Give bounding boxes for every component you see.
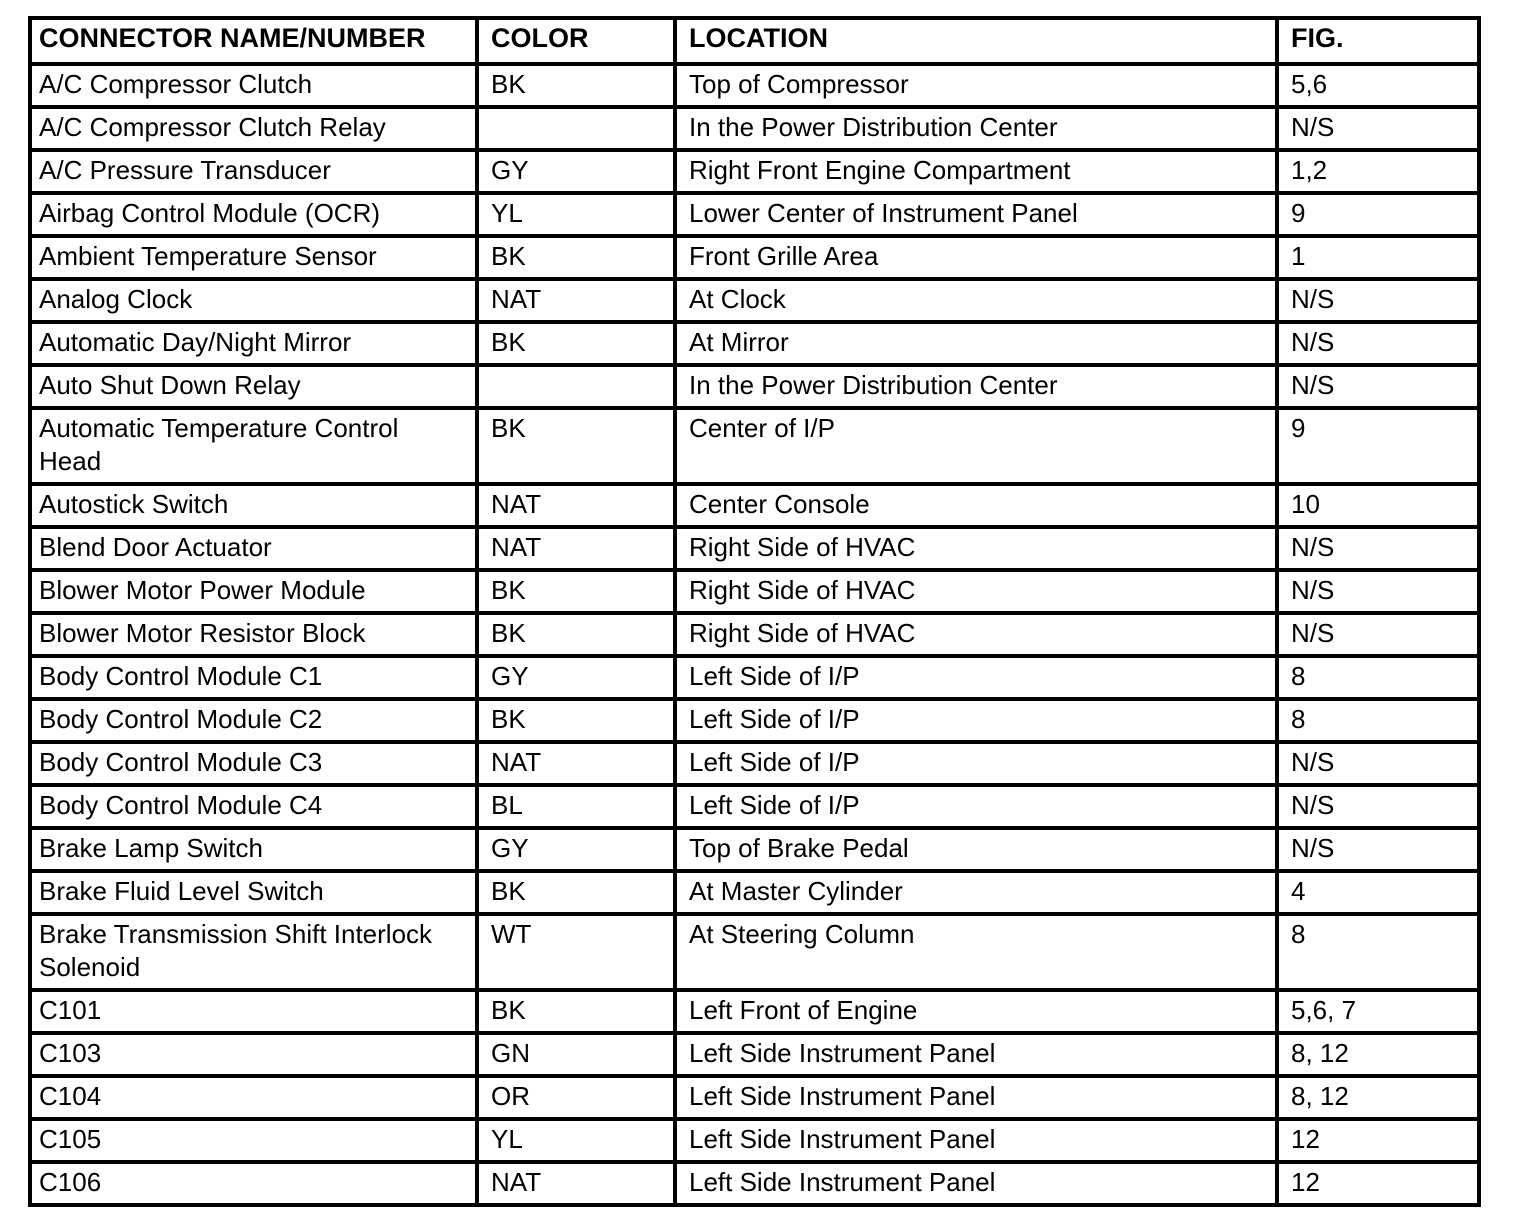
header-row [30, 18, 1479, 64]
table-row [30, 64, 1479, 107]
table-row [30, 279, 1479, 322]
table-row [30, 990, 1479, 1033]
cell-location: Left Front of Engine [675, 990, 1277, 1033]
cell-color: BK [477, 871, 675, 914]
cell-color: YL [477, 193, 675, 236]
cell-fig: N/S [1277, 828, 1479, 871]
cell-fig: N/S [1277, 322, 1479, 365]
table-row [30, 408, 1479, 484]
cell-name: Airbag Control Module (OCR) [30, 193, 477, 236]
table-row [30, 1033, 1479, 1076]
table-row [30, 785, 1479, 828]
cell-location: Left Side of I/P [675, 699, 1277, 742]
cell-color: BK [477, 613, 675, 656]
cell-color: GY [477, 150, 675, 193]
cell-name: Ambient Temperature Sensor [30, 236, 477, 279]
cell-fig: 12 [1277, 1119, 1479, 1162]
table-row [30, 871, 1479, 914]
cell-name: Automatic Temperature Control Head [30, 408, 477, 484]
table-row [30, 484, 1479, 527]
cell-fig: 5,6 [1277, 64, 1479, 107]
cell-name: Autostick Switch [30, 484, 477, 527]
cell-color: BK [477, 699, 675, 742]
cell-fig: N/S [1277, 365, 1479, 408]
cell-color: NAT [477, 1162, 675, 1205]
table-row [30, 527, 1479, 570]
table-header [30, 18, 1479, 64]
cell-color: BL [477, 785, 675, 828]
cell-color: NAT [477, 527, 675, 570]
cell-location: Left Side Instrument Panel [675, 1033, 1277, 1076]
table-row [30, 322, 1479, 365]
cell-fig: N/S [1277, 742, 1479, 785]
cell-fig: 8, 12 [1277, 1076, 1479, 1119]
cell-fig: N/S [1277, 279, 1479, 322]
cell-name: C105 [30, 1119, 477, 1162]
cell-color: BK [477, 236, 675, 279]
cell-fig: 9 [1277, 193, 1479, 236]
cell-name: Brake Transmission Shift Interlock Solenoid [30, 914, 477, 990]
cell-location: Center of I/P [675, 408, 1277, 484]
cell-location: At Mirror [675, 322, 1277, 365]
cell-fig: 5,6, 7 [1277, 990, 1479, 1033]
cell-fig: N/S [1277, 613, 1479, 656]
cell-location: At Clock [675, 279, 1277, 322]
cell-location: Center Console [675, 484, 1277, 527]
cell-fig: 8 [1277, 656, 1479, 699]
cell-location: At Steering Column [675, 914, 1277, 990]
cell-name: C101 [30, 990, 477, 1033]
table-row [30, 570, 1479, 613]
cell-name: Blower Motor Power Module [30, 570, 477, 613]
cell-fig: 12 [1277, 1162, 1479, 1205]
cell-location: Lower Center of Instrument Panel [675, 193, 1277, 236]
table-row [30, 365, 1479, 408]
cell-fig: N/S [1277, 527, 1479, 570]
cell-color: BK [477, 322, 675, 365]
cell-name: Blend Door Actuator [30, 527, 477, 570]
cell-color: OR [477, 1076, 675, 1119]
header-fig: FIG. [1277, 18, 1479, 64]
cell-color [477, 107, 675, 150]
cell-fig: 1 [1277, 236, 1479, 279]
table-row [30, 236, 1479, 279]
cell-location: At Master Cylinder [675, 871, 1277, 914]
cell-location: Right Side of HVAC [675, 570, 1277, 613]
cell-name: Automatic Day/Night Mirror [30, 322, 477, 365]
cell-name: Auto Shut Down Relay [30, 365, 477, 408]
cell-location: Left Side Instrument Panel [675, 1162, 1277, 1205]
header-color: COLOR [477, 18, 675, 64]
cell-name: C106 [30, 1162, 477, 1205]
header-location: LOCATION [675, 18, 1277, 64]
table-row [30, 107, 1479, 150]
cell-name: Body Control Module C2 [30, 699, 477, 742]
cell-color: GY [477, 828, 675, 871]
cell-name: Body Control Module C3 [30, 742, 477, 785]
cell-name: A/C Pressure Transducer [30, 150, 477, 193]
cell-fig: 9 [1277, 408, 1479, 484]
cell-location: Left Side of I/P [675, 742, 1277, 785]
cell-location: Front Grille Area [675, 236, 1277, 279]
header-connector-name: CONNECTOR NAME/NUMBER [30, 18, 477, 64]
cell-fig: 1,2 [1277, 150, 1479, 193]
table-row [30, 150, 1479, 193]
cell-name: Brake Fluid Level Switch [30, 871, 477, 914]
cell-location: Left Side of I/P [675, 656, 1277, 699]
table-row [30, 742, 1479, 785]
cell-color: BK [477, 408, 675, 484]
cell-location: In the Power Distribution Center [675, 107, 1277, 150]
cell-color: WT [477, 914, 675, 990]
cell-fig: 8 [1277, 914, 1479, 990]
cell-name: A/C Compressor Clutch [30, 64, 477, 107]
cell-fig: 10 [1277, 484, 1479, 527]
cell-fig: N/S [1277, 785, 1479, 828]
cell-name: Body Control Module C4 [30, 785, 477, 828]
cell-location: Left Side Instrument Panel [675, 1076, 1277, 1119]
cell-name: Blower Motor Resistor Block [30, 613, 477, 656]
table-row [30, 828, 1479, 871]
cell-color: BK [477, 64, 675, 107]
table-row [30, 613, 1479, 656]
cell-color: GY [477, 656, 675, 699]
table-row [30, 1162, 1479, 1205]
cell-fig: N/S [1277, 107, 1479, 150]
cell-fig: 8 [1277, 699, 1479, 742]
cell-location: Right Side of HVAC [675, 613, 1277, 656]
cell-fig: N/S [1277, 570, 1479, 613]
cell-color [477, 365, 675, 408]
cell-location: Left Side Instrument Panel [675, 1119, 1277, 1162]
cell-name: Brake Lamp Switch [30, 828, 477, 871]
cell-color: NAT [477, 484, 675, 527]
table-row [30, 914, 1479, 990]
cell-color: NAT [477, 742, 675, 785]
cell-fig: 4 [1277, 871, 1479, 914]
cell-name: Body Control Module C1 [30, 656, 477, 699]
table-row [30, 1076, 1479, 1119]
cell-color: YL [477, 1119, 675, 1162]
cell-color: GN [477, 1033, 675, 1076]
cell-location: In the Power Distribution Center [675, 365, 1277, 408]
cell-color: NAT [477, 279, 675, 322]
table-body [30, 64, 1479, 1205]
cell-fig: 8, 12 [1277, 1033, 1479, 1076]
table-row [30, 1119, 1479, 1162]
cell-location: Left Side of I/P [675, 785, 1277, 828]
cell-name: C104 [30, 1076, 477, 1119]
table-row [30, 193, 1479, 236]
connector-location-table [28, 16, 1481, 1207]
cell-name: A/C Compressor Clutch Relay [30, 107, 477, 150]
table-row [30, 699, 1479, 742]
cell-name: Analog Clock [30, 279, 477, 322]
cell-name: C103 [30, 1033, 477, 1076]
cell-location: Top of Compressor [675, 64, 1277, 107]
cell-location: Right Front Engine Compartment [675, 150, 1277, 193]
cell-color: BK [477, 570, 675, 613]
table-row [30, 656, 1479, 699]
cell-location: Top of Brake Pedal [675, 828, 1277, 871]
cell-color: BK [477, 990, 675, 1033]
cell-location: Right Side of HVAC [675, 527, 1277, 570]
